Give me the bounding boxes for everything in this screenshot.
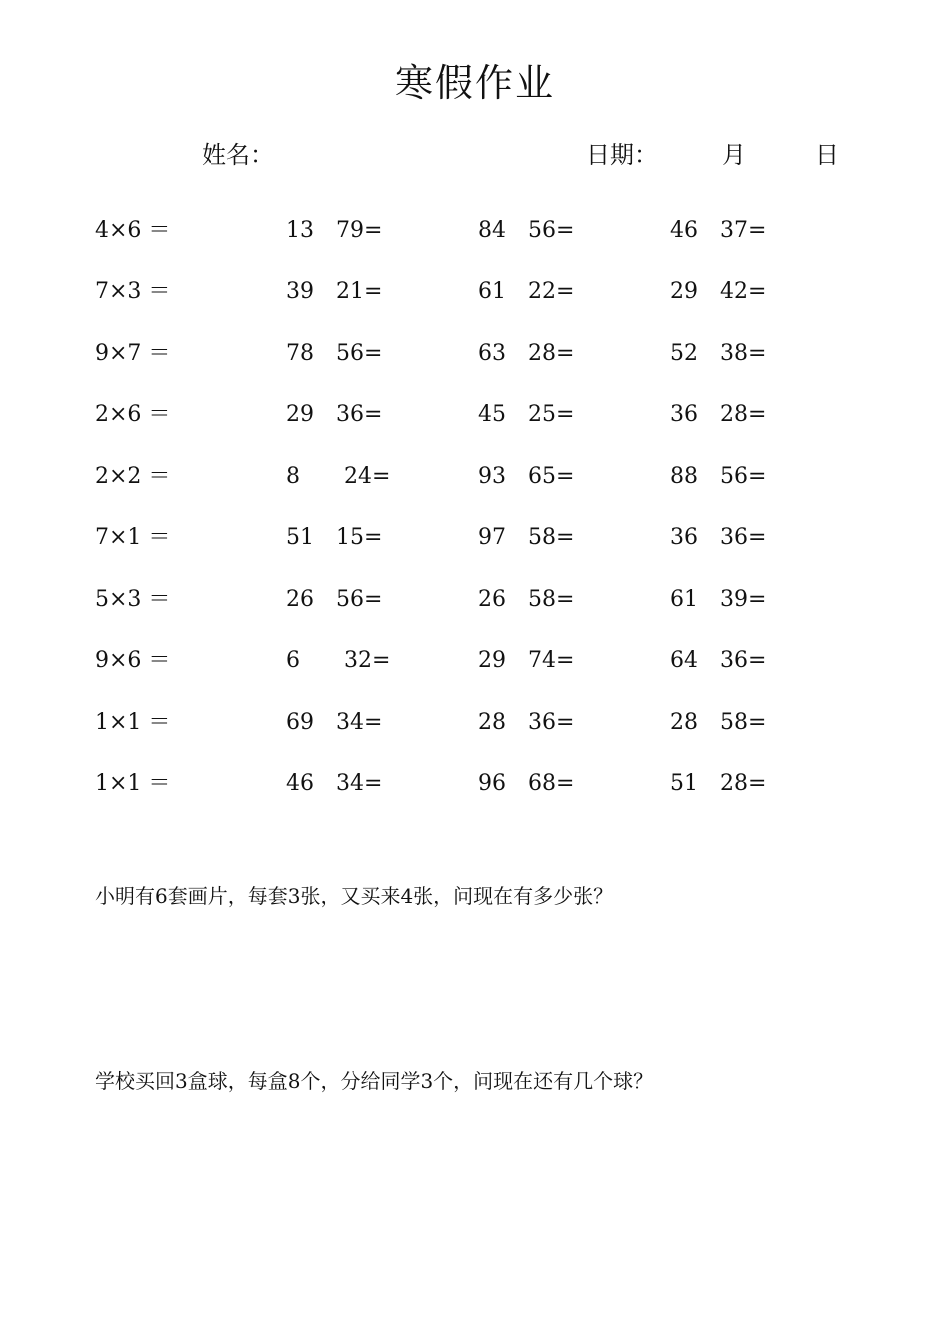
problem-item: 5×3 ＝ [95, 587, 171, 612]
problem-row [0, 337, 950, 371]
problem-item: 64 36= [670, 648, 767, 673]
problem-item: 78 56= [286, 341, 383, 366]
day-label: 日 [815, 141, 839, 169]
word-problem-2: 学校买回3盒球，每盒8个，分给同学3个，问现在还有几个球？ [95, 1069, 654, 1093]
problem-item: 88 56= [670, 464, 767, 489]
problem-item: 26 58= [478, 587, 575, 612]
problem-item: 29 36= [286, 402, 383, 427]
problem-row [0, 460, 950, 494]
problem-item: 63 28= [478, 341, 575, 366]
problem-row [0, 706, 950, 740]
problem-item: 61 22= [478, 279, 575, 304]
problem-row [0, 275, 950, 309]
problem-item: 61 39= [670, 587, 767, 612]
problem-row [0, 583, 950, 617]
problem-item: 9×6 ＝ [95, 648, 171, 673]
problem-item: 96 68= [478, 771, 575, 796]
page-title: 寒假作业 [394, 61, 555, 105]
problem-item: 7×1 ＝ [95, 525, 171, 550]
problem-item: 2×6 ＝ [95, 402, 171, 427]
problem-item: 46 37= [670, 218, 767, 243]
problem-item: 46 34= [286, 771, 383, 796]
date-label: 日期： [586, 141, 658, 169]
problem-item: 28 36= [478, 710, 575, 735]
problem-item: 29 42= [670, 279, 767, 304]
problem-item: 93 65= [478, 464, 575, 489]
problem-item: 45 25= [478, 402, 575, 427]
problem-row [0, 767, 950, 801]
problem-item: 97 58= [478, 525, 575, 550]
problem-item: 6 32= [286, 648, 391, 673]
problem-item: 29 74= [478, 648, 575, 673]
problem-item: 36 28= [670, 402, 767, 427]
problem-item: 9×7 ＝ [95, 341, 171, 366]
problem-item: 51 28= [670, 771, 767, 796]
problem-item: 26 56= [286, 587, 383, 612]
problem-item: 4×6 ＝ [95, 218, 171, 243]
problem-row [0, 398, 950, 432]
problem-row [0, 214, 950, 248]
problem-item: 52 38= [670, 341, 767, 366]
problem-item: 8 24= [286, 464, 391, 489]
problem-item: 1×1 ＝ [95, 771, 171, 796]
word-problem-1: 小明有6套画片，每套3张，又买来4张，问现在有多少张？ [95, 884, 614, 908]
problem-item: 69 34= [286, 710, 383, 735]
problem-item: 2×2 ＝ [95, 464, 171, 489]
problem-item: 84 56= [478, 218, 575, 243]
problem-item: 39 21= [286, 279, 383, 304]
problem-item: 51 15= [286, 525, 383, 550]
problem-item: 1×1 ＝ [95, 710, 171, 735]
problem-item: 36 36= [670, 525, 767, 550]
month-label: 月 [722, 141, 746, 169]
name-label: 姓名： [202, 141, 274, 169]
problem-item: 13 79= [286, 218, 383, 243]
problem-row [0, 644, 950, 678]
problem-row [0, 521, 950, 555]
problem-item: 28 58= [670, 710, 767, 735]
problem-item: 7×3 ＝ [95, 279, 171, 304]
